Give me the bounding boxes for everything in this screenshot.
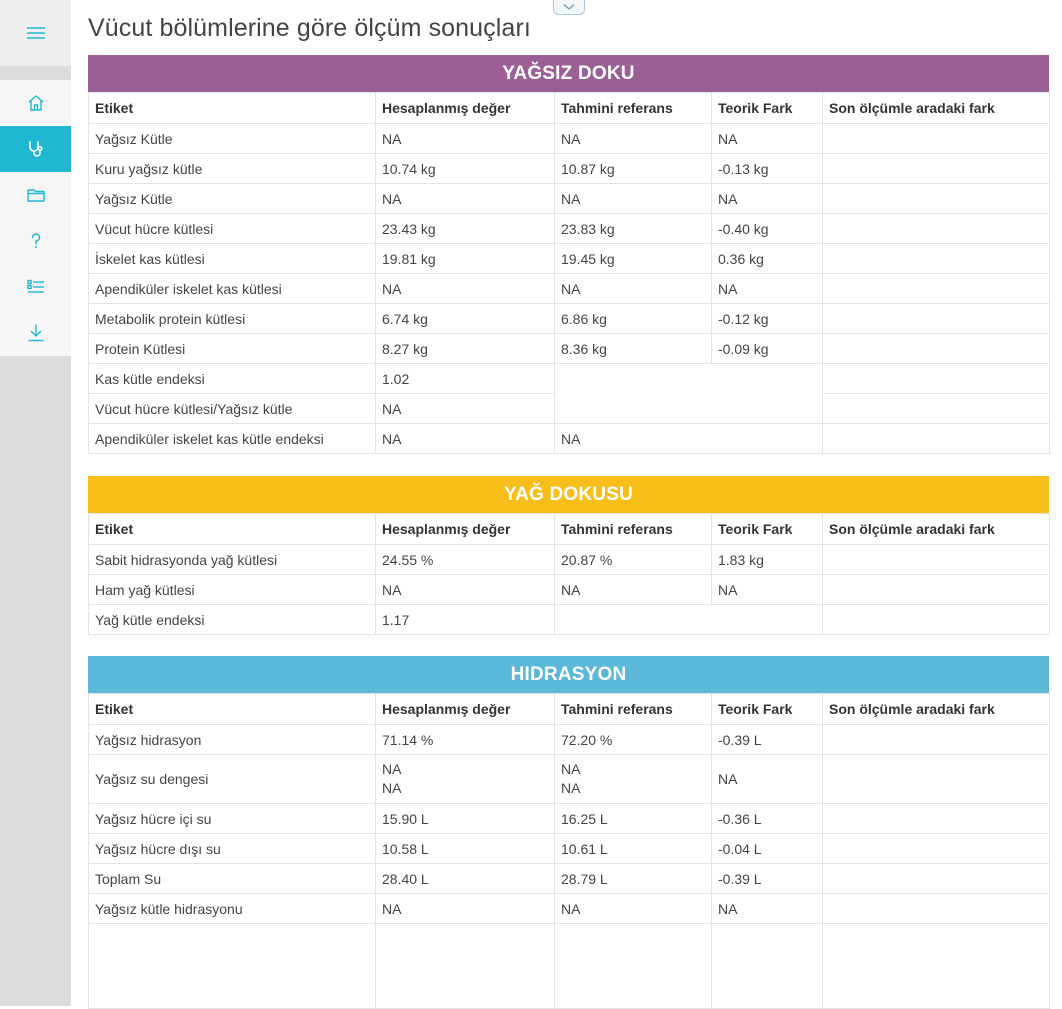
- cell-reference: 20.87 %: [555, 545, 712, 575]
- cell-label: Metabolik protein kütlesi: [89, 304, 376, 334]
- cell-label: Vücut hücre kütlesi/Yağsız kütle: [89, 394, 376, 424]
- cell-reference: 16.25 L: [555, 804, 712, 834]
- section-title: YAĞSIZ DOKU: [88, 55, 1049, 92]
- table-row: [89, 725, 1050, 755]
- cell-label: Protein Kütlesi: [89, 334, 376, 364]
- nav-download[interactable]: [0, 310, 71, 356]
- cell-merged-empty: [555, 364, 823, 424]
- cell-theoretical-diff: -0.09 kg: [712, 334, 823, 364]
- table-row: [89, 545, 1050, 575]
- cell-label: Yağsız hücre içi su: [89, 804, 376, 834]
- table-row: [89, 894, 1050, 924]
- hydration-section: [88, 656, 1049, 1009]
- cell-last-diff: [823, 864, 1050, 894]
- cell-reference: 10.61 L: [555, 834, 712, 864]
- cell-reference: 8.36 kg: [555, 334, 712, 364]
- nav-help[interactable]: [0, 218, 71, 264]
- cell-empty: [376, 924, 555, 1009]
- cell-last-diff: [823, 244, 1050, 274]
- cell-reference: NA: [555, 575, 712, 605]
- fat-tissue-section: [88, 476, 1049, 635]
- cell-last-diff: [823, 364, 1050, 394]
- cell-calculated: 23.43 kg: [376, 214, 555, 244]
- cell-label: Yağsız Kütle: [89, 184, 376, 214]
- sidebar: [0, 0, 71, 1006]
- cell-theoretical-diff: NA: [712, 575, 823, 605]
- table-row: [89, 864, 1050, 894]
- table-row: [89, 304, 1050, 334]
- nav-home[interactable]: [0, 80, 71, 126]
- cell-calculated: NA: [376, 424, 555, 454]
- question-icon: [26, 231, 46, 251]
- lean-tissue-section: [88, 55, 1049, 454]
- column-header-last-diff: Son ölçümle aradaki fark: [823, 694, 1050, 725]
- cell-label: Vücut hücre kütlesi: [89, 214, 376, 244]
- cell-label: Kuru yağsız kütle: [89, 154, 376, 184]
- table-header-row: [89, 93, 1050, 124]
- cell-last-diff: [823, 334, 1050, 364]
- column-header-label: Etiket: [89, 514, 376, 545]
- cell-theoretical-diff: -0.36 L: [712, 804, 823, 834]
- cell-empty: [89, 924, 376, 1009]
- table-row: [89, 834, 1050, 864]
- cell-reference-line: NA: [561, 780, 581, 796]
- cell-theoretical-diff: -0.39 L: [712, 864, 823, 894]
- cell-calculated: 28.40 L: [376, 864, 555, 894]
- cell-last-diff: [823, 545, 1050, 575]
- cell-label: Ham yağ kütlesi: [89, 575, 376, 605]
- cell-last-diff: [823, 755, 1050, 804]
- cell-calculated: 19.81 kg: [376, 244, 555, 274]
- cell-label: Yağ kütle endeksi: [89, 605, 376, 635]
- cell-reference: NA: [555, 124, 712, 154]
- cell-last-diff: [823, 124, 1050, 154]
- folder-icon: [26, 185, 46, 205]
- chevron-down-icon: [562, 3, 576, 11]
- cell-reference: NA: [555, 894, 712, 924]
- cell-last-diff: [823, 424, 1050, 454]
- cell-calculated: 10.74 kg: [376, 154, 555, 184]
- column-header-calculated: Hesaplanmış değer: [376, 93, 555, 124]
- table-row: [89, 244, 1050, 274]
- cell-calculated: NA: [376, 894, 555, 924]
- cell-calculated: [376, 755, 555, 804]
- cell-empty: [712, 924, 823, 1009]
- cell-calculated: NA: [376, 184, 555, 214]
- cell-merged-empty: [555, 605, 823, 635]
- table-row: [89, 575, 1050, 605]
- column-header-calculated: Hesaplanmış değer: [376, 694, 555, 725]
- cell-theoretical-diff: -0.04 L: [712, 834, 823, 864]
- cell-reference: NA: [555, 424, 823, 454]
- column-header-reference: Tahmini referans: [555, 93, 712, 124]
- cell-reference: 28.79 L: [555, 864, 712, 894]
- stethoscope-icon: [26, 139, 46, 159]
- cell-calculated: 1.02: [376, 364, 555, 394]
- cell-last-diff: [823, 184, 1050, 214]
- home-icon: [26, 93, 46, 113]
- cell-theoretical-diff: NA: [712, 184, 823, 214]
- cell-last-diff: [823, 804, 1050, 834]
- cell-label: Yağsız Kütle: [89, 124, 376, 154]
- cell-calculated: 8.27 kg: [376, 334, 555, 364]
- cell-calculated: 15.90 L: [376, 804, 555, 834]
- cell-reference: 10.87 kg: [555, 154, 712, 184]
- cell-reference: 19.45 kg: [555, 244, 712, 274]
- cell-theoretical-diff: NA: [712, 124, 823, 154]
- table-header-row: [89, 694, 1050, 725]
- hamburger-menu-icon: [26, 26, 46, 40]
- cell-label: Apendiküler iskelet kas kütle endeksi: [89, 424, 376, 454]
- cell-calculated: 71.14 %: [376, 725, 555, 755]
- table-row: [89, 364, 1050, 394]
- cell-calculated: NA: [376, 274, 555, 304]
- section-title: YAĞ DOKUSU: [88, 476, 1049, 513]
- cell-last-diff: [823, 834, 1050, 864]
- cell-label: Yağsız hücre dışı su: [89, 834, 376, 864]
- column-header-reference: Tahmini referans: [555, 514, 712, 545]
- cell-empty: [555, 924, 712, 1009]
- cell-calculated-line: NA: [382, 780, 402, 796]
- cell-label: Apendiküler iskelet kas kütlesi: [89, 274, 376, 304]
- column-header-label: Etiket: [89, 93, 376, 124]
- cell-reference-line: NA: [561, 761, 581, 777]
- cell-label: Kas kütle endeksi: [89, 364, 376, 394]
- cell-empty: [823, 924, 1050, 1009]
- table-row: [89, 334, 1050, 364]
- cell-last-diff: [823, 725, 1050, 755]
- cell-reference: 23.83 kg: [555, 214, 712, 244]
- cell-calculated: NA: [376, 124, 555, 154]
- column-header-theoretical-diff: Teorik Fark: [712, 93, 823, 124]
- cell-calculated: 1.17: [376, 605, 555, 635]
- table-row: [89, 424, 1050, 454]
- cell-theoretical-diff: 1.83 kg: [712, 545, 823, 575]
- nav-measurements[interactable]: [0, 126, 71, 172]
- column-header-last-diff: Son ölçümle aradaki fark: [823, 514, 1050, 545]
- nav-list[interactable]: [0, 264, 71, 310]
- column-header-label: Etiket: [89, 694, 376, 725]
- nav-files[interactable]: [0, 172, 71, 218]
- cell-label: Yağsız hidrasyon: [89, 725, 376, 755]
- cell-theoretical-diff: NA: [712, 274, 823, 304]
- table-row: [89, 184, 1050, 214]
- list-icon: [26, 277, 46, 297]
- cell-calculated: 24.55 %: [376, 545, 555, 575]
- table-row: [89, 124, 1050, 154]
- hydration-table: [88, 693, 1050, 1009]
- cell-reference: [555, 755, 712, 804]
- page-title: Vücut bölümlerine göre ölçüm sonuçları: [88, 14, 531, 42]
- table-row: [89, 274, 1050, 304]
- cell-calculated-line: NA: [382, 761, 402, 777]
- cell-calculated: 10.58 L: [376, 834, 555, 864]
- cell-reference: NA: [555, 184, 712, 214]
- table-row-empty: [89, 924, 1050, 1009]
- cell-last-diff: [823, 214, 1050, 244]
- sidebar-nav: [0, 80, 71, 356]
- cell-theoretical-diff: -0.13 kg: [712, 154, 823, 184]
- download-icon: [26, 323, 46, 343]
- collapse-toggle[interactable]: [553, 0, 585, 15]
- cell-reference: 72.20 %: [555, 725, 712, 755]
- cell-last-diff: [823, 605, 1050, 635]
- table-row: [89, 804, 1050, 834]
- cell-label: Yağsız su dengesi: [89, 755, 376, 804]
- cell-label: Yağsız kütle hidrasyonu: [89, 894, 376, 924]
- table-row: [89, 154, 1050, 184]
- cell-calculated: NA: [376, 575, 555, 605]
- cell-last-diff: [823, 304, 1050, 334]
- menu-button[interactable]: [0, 0, 71, 66]
- table-row: [89, 755, 1050, 804]
- column-header-theoretical-diff: Teorik Fark: [712, 514, 823, 545]
- cell-theoretical-diff: -0.39 L: [712, 725, 823, 755]
- column-header-theoretical-diff: Teorik Fark: [712, 694, 823, 725]
- fat-tissue-table: [88, 513, 1050, 635]
- cell-last-diff: [823, 274, 1050, 304]
- cell-last-diff: [823, 575, 1050, 605]
- cell-theoretical-diff: 0.36 kg: [712, 244, 823, 274]
- column-header-calculated: Hesaplanmış değer: [376, 514, 555, 545]
- cell-theoretical-diff: NA: [712, 894, 823, 924]
- column-header-last-diff: Son ölçümle aradaki fark: [823, 93, 1050, 124]
- table-row: [89, 214, 1050, 244]
- cell-last-diff: [823, 154, 1050, 184]
- cell-theoretical-diff: NA: [712, 755, 823, 804]
- cell-calculated: 6.74 kg: [376, 304, 555, 334]
- cell-label: Sabit hidrasyonda yağ kütlesi: [89, 545, 376, 575]
- cell-last-diff: [823, 394, 1050, 424]
- lean-tissue-table: [88, 92, 1050, 454]
- column-header-reference: Tahmini referans: [555, 694, 712, 725]
- cell-theoretical-diff: -0.40 kg: [712, 214, 823, 244]
- cell-label: İskelet kas kütlesi: [89, 244, 376, 274]
- cell-label: Toplam Su: [89, 864, 376, 894]
- cell-reference: 6.86 kg: [555, 304, 712, 334]
- cell-calculated: NA: [376, 394, 555, 424]
- section-title: HIDRASYON: [88, 656, 1049, 693]
- cell-reference: NA: [555, 274, 712, 304]
- table-row: [89, 605, 1050, 635]
- cell-theoretical-diff: -0.12 kg: [712, 304, 823, 334]
- table-header-row: [89, 514, 1050, 545]
- cell-last-diff: [823, 894, 1050, 924]
